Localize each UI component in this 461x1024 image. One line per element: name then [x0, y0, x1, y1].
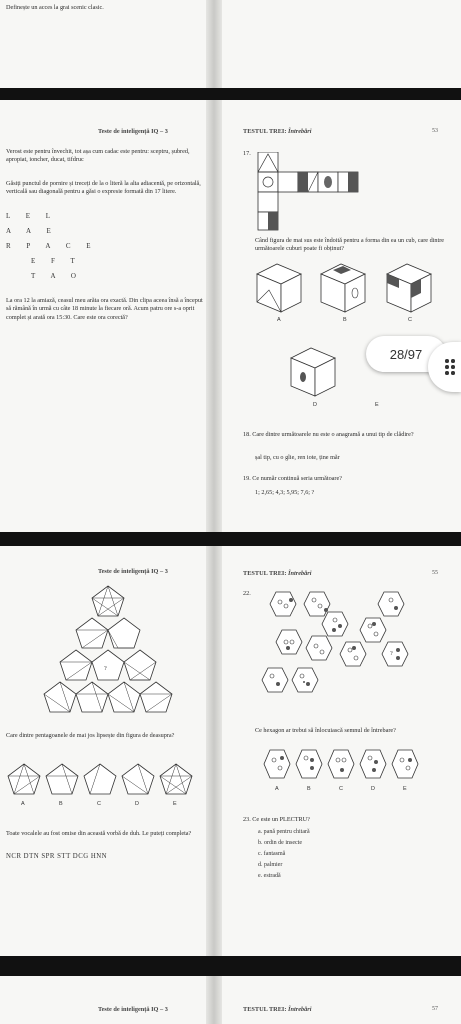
letter-grid-row: A A E [6, 227, 58, 235]
page-spread-1 [0, 100, 461, 532]
pentagon-options-figure [6, 762, 198, 798]
right-page-header [243, 1006, 312, 1013]
hexagon-options-figure [262, 746, 422, 786]
right-page-header [243, 128, 312, 135]
question-clock: La ora 12 la amiază, ceasul meu arăta ora exactă. Din clipa aceea însă a început să rămână în urmă cu câte 18 minute la fiecare oră. Acum patru ore s-a oprit complet și arată ora 15:30. Care este ora corectă? [6, 297, 203, 321]
cube-label: D [313, 402, 317, 408]
right-page-header [243, 570, 312, 577]
pentagon-label: E [173, 801, 177, 807]
header-prefix: TESTUL TREI: [243, 128, 287, 135]
q23-option: a. pană pentru chitară [258, 829, 310, 835]
question-vowels: Toate vocalele au fost omise din această vorbă de duh. Le puteți completa? [6, 830, 192, 837]
hexagon-label: D [371, 786, 375, 792]
left-page-header: Teste de inteligență IQ – 3 [98, 128, 168, 135]
q23-option: d. palmier [258, 862, 283, 868]
pentagon-label: C [97, 801, 101, 807]
cube-net-figure [255, 152, 375, 232]
top-text-line: Definește un acces la grai scenic clasic. [6, 4, 104, 11]
header-prefix: TESTUL TREI: [243, 1006, 287, 1013]
cube-label: C [408, 317, 412, 323]
page-number: 57 [432, 1006, 438, 1012]
q23-text: 23. Ce este un PLECTRU? [243, 816, 310, 823]
separator-band [0, 88, 461, 100]
left-page-header: Teste de inteligență IQ – 3 [98, 1006, 168, 1013]
page-number: 53 [432, 128, 438, 134]
q22-text: Ce hexagon ar trebui să înlocuiască semnul de întrebare? [255, 727, 396, 734]
pentagon-label: B [59, 801, 63, 807]
letter-grid-row: T A O [31, 272, 83, 280]
q23-option: c. fantasmă [258, 851, 286, 857]
cube-label: B [343, 317, 347, 323]
q17-text: Când figura de mai sus este îndoită pentru a forma din ea un cub, care dintre următoarele cuburi poate fi obținut? [255, 237, 444, 253]
hexagon-label: C [339, 786, 343, 792]
header-prefix: TESTUL TREI: [243, 570, 287, 577]
page-spread-3 [0, 976, 461, 1024]
q19-text: 19. Ce număr continuă seria următoare? [243, 475, 342, 482]
header-italic: Întrebări [288, 570, 312, 577]
hexagon-label: E [403, 786, 407, 792]
page-fragment-top [0, 0, 461, 88]
separator-band [0, 532, 461, 546]
pyramid-question-mark: ? [104, 665, 107, 672]
q22-number: 22. [243, 590, 251, 597]
header-italic: Întrebări [288, 128, 312, 135]
hexagon-pattern-figure [258, 590, 438, 696]
q23-option: e. estradă [258, 873, 281, 879]
question-pentagons: Care dintre pentagoanele de mai jos lipsește din figura de deasupra? [6, 732, 175, 739]
left-page-header: Teste de inteligență IQ – 3 [98, 568, 168, 575]
letter-grid-row: L E L [6, 212, 58, 220]
question-words: Verost este pentru învechit, tot așa cum cadac este pentru: sceptru, șubred, apropiat, ioncher, ducat, tifdruc [6, 148, 190, 164]
pentagon-pyramid-figure [38, 584, 178, 716]
grid-dots-icon [445, 359, 459, 373]
letter-grid-row: E F T [31, 257, 82, 265]
vowel-puzzle-letters: NCR DTN SPR STT DCG HNN [6, 853, 108, 860]
q19-series: 1; 2,65; 4,3; 5,95; 7,6; ? [255, 489, 315, 496]
hexagon-label: B [307, 786, 311, 792]
cube-label: A [277, 317, 281, 323]
header-italic: Întrebări [288, 1006, 312, 1013]
cube-label: E [375, 402, 379, 408]
hexagon-label: A [275, 786, 279, 792]
page-indicator[interactable]: 28/97 [366, 336, 446, 372]
page-number: 55 [432, 570, 438, 576]
question-letter-path: Găsiți punctul de pornire și treceți de la o literă la alta adiacentă, pe orizontală, verticală sau diagonală pentru a găsi o expresie formată din 17 litere. [6, 180, 201, 196]
pentagon-label: D [135, 801, 139, 807]
letter-grid-row: R P A C E [6, 242, 98, 250]
q18-options: șal tip, cu o glie, ren iote, ține măr [255, 454, 340, 461]
hexagon-question-mark: ? [390, 650, 393, 657]
pentagon-label: A [21, 801, 25, 807]
q17-number: 17. [243, 150, 251, 157]
page-spread-2 [0, 546, 461, 956]
q18-text: 18. Care dintre următoarele nu este o anagramă a unui tip de clădire? [243, 431, 414, 438]
separator-band [0, 956, 461, 976]
q23-option: b. ordin de insecte [258, 840, 302, 846]
